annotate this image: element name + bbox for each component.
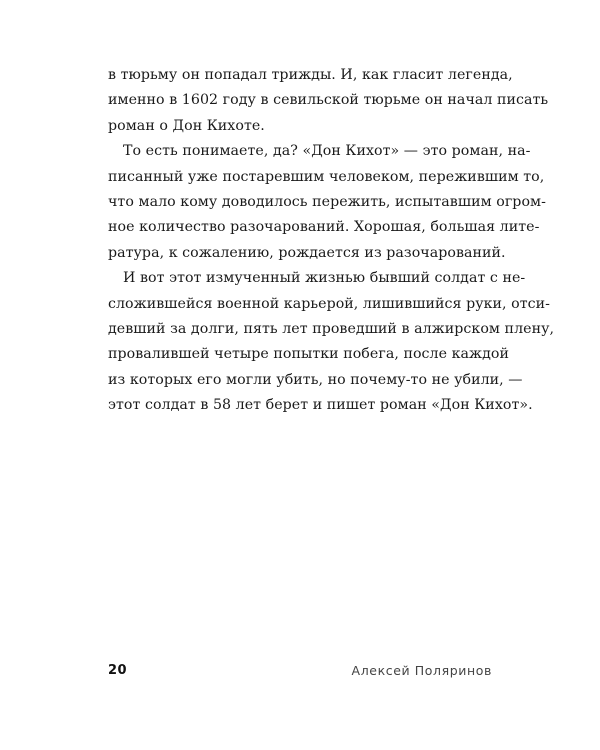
text-line: писанный уже постаревшим человеком, пережившим то,: [108, 168, 545, 185]
text-line: что мало кому доводилось пережить, испытавшим огром-: [108, 193, 546, 210]
text-line: сложившейся военной карьерой, лишившийся руки, отси-: [108, 295, 550, 312]
text-line: провалившей четыре попытки побега, после каждой: [108, 346, 510, 363]
text-line: в тюрьму он попадал трижды. И, как гласит легенда,: [108, 67, 513, 83]
text-line: То есть понимаете, да? «Дон Кихот» — это роман, на-: [123, 143, 531, 160]
text-line: ное количество разочарований. Хорошая, большая лите-: [108, 219, 540, 236]
text-line: ратура, к сожалению, рождается из разочарований.: [108, 244, 506, 261]
body-text: [108, 63, 555, 418]
running-author: Алексей Поляринов: [351, 663, 492, 678]
text-line: роман о Дон Кихоте.: [108, 117, 265, 134]
page-number: 20: [108, 663, 128, 678]
text-line: из которых его могли убить, но почему-то не убили, —: [108, 371, 523, 388]
paragraph-1: [108, 63, 549, 139]
text-line: этот солдат в 58 лет берет и пишет роман «Дон Кихот».: [108, 397, 533, 414]
paragraph-2: [108, 139, 546, 266]
text-line: И вот этот измученный жизнью бывший солдат с не-: [123, 270, 526, 287]
paragraph-3: [108, 266, 555, 418]
text-line: именно в 1602 году в севильской тюрьме он начал писать: [108, 92, 549, 109]
page-footer: [108, 663, 492, 681]
text-line: девший за долги, пять лет проведший в алжирском плену,: [108, 320, 555, 337]
